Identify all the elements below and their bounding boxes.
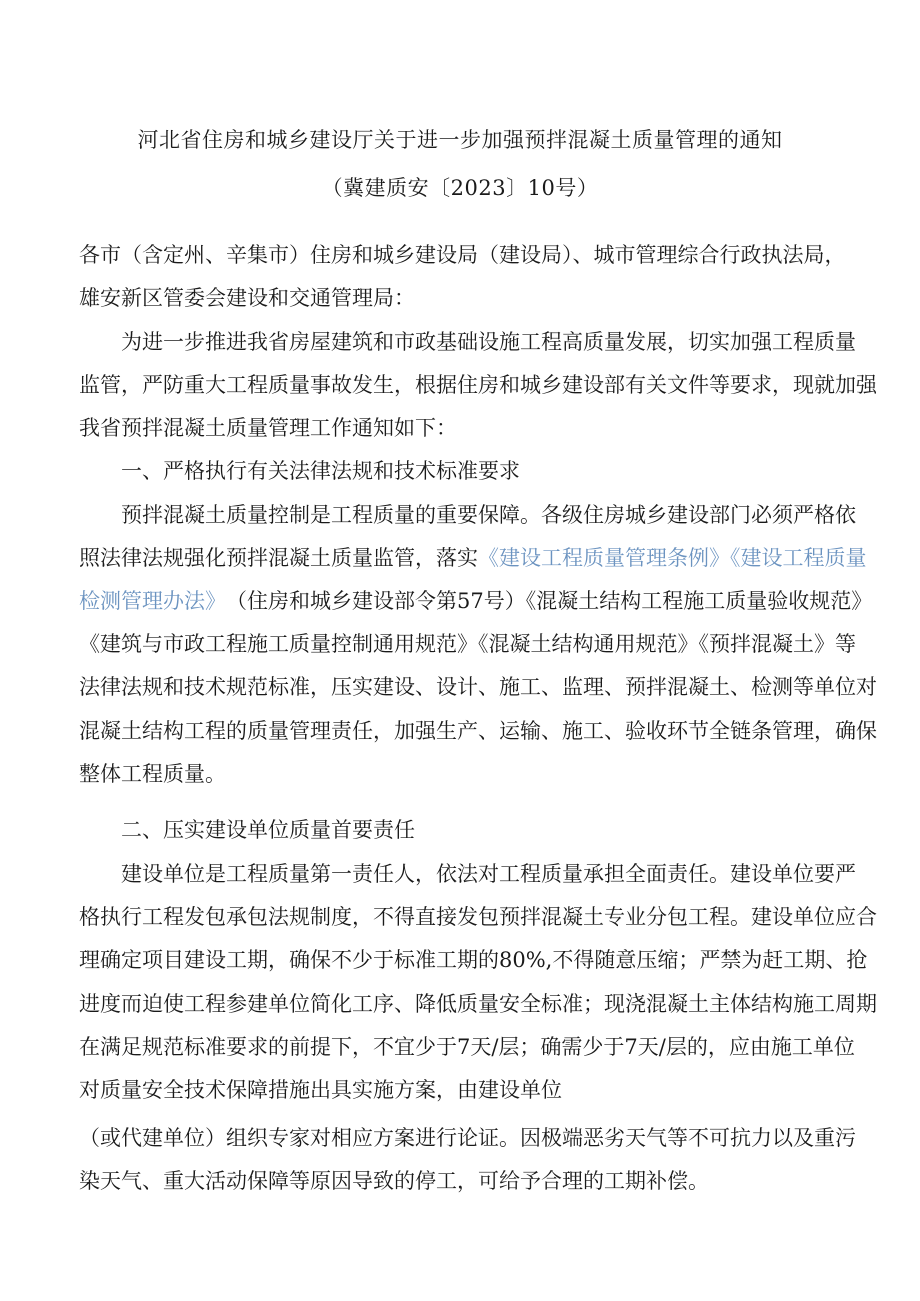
section-1-line-4: 《建筑与市政工程施工质量控制通用规范》《混凝土结构通用规范》《预拌混凝土》等 [79,632,856,656]
section-1-line-2-text: 照法律法规强化预拌混凝土质量监管，落实 [79,546,478,570]
section-1-line-7: 整体工程质量。 [79,762,226,786]
section-1-line-6: 混凝土结构工程的质量管理责任，加强生产、运输、施工、验收环节全链条管理，确保 [79,719,877,743]
section-1-line-3 [79,586,873,616]
intro-line-3: 我省预拌混凝土质量管理工作通知如下： [79,416,457,440]
section-1-heading: 一、严格执行有关法律法规和技术标准要求 [121,459,520,483]
section-2-line-1: 建设单位是工程质量第一责任人，依法对工程质量承担全面责任。建设单位要严 [121,862,856,886]
regulation-link-testing-management[interactable]: 检测管理办法》 [79,589,226,613]
section-2-line-5: 在满足规范标准要求的前提下，不宜少于7天/层；确需少于7天/层的，应由施工单位 [79,1035,855,1059]
addressee-line-2: 雄安新区管委会建设和交通管理局： [79,286,415,310]
intro-line-2: 监管，严防重大工程质量事故发生，根据住房和城乡建设部有关文件等要求，现就加强 [79,373,877,397]
document-title: 河北省住房和城乡建设厅关于进一步加强预拌混凝土质量管理的通知 [137,128,783,152]
section-2-line-4: 进度而迫使工程参建单位简化工序、降低质量安全标准；现浇混凝土主体结构施工周期 [79,992,877,1016]
section-2-line-3: 理确定项目建设工期，确保不少于标准工期的80%,不得随意压缩；严禁为赶工期、抢 [79,948,868,972]
section-2-line-8: 染天气、重大活动保障等原因导致的停工，可给予合理的工期补偿。 [79,1169,709,1193]
section-1-line-1: 预拌混凝土质量控制是工程质量的重要保障。各级住房城乡建设部门必须严格依 [121,503,856,527]
addressee-line-1: 各市（含定州、辛集市）住房和城乡建设局（建设局）、城市管理综合行政执法局， [79,243,846,267]
regulation-link-quality-management[interactable]: 《建设工程质量管理条例》《建设工程质量 [478,546,867,570]
section-2-heading: 二、压实建设单位质量首要责任 [121,818,415,842]
section-1-line-5: 法律法规和技术规范标准，压实建设、设计、施工、监理、预拌混凝土、检测等单位对 [79,675,877,699]
section-2-line-6: 对质量安全技术保障措施出具实施方案，由建设单位 [79,1078,562,1102]
intro-line-1: 为进一步推进我省房屋建筑和市政基础设施工程高质量发展，切实加强工程质量 [121,330,856,354]
section-2-line-2: 格执行工程发包承包法规制度，不得直接发包预拌混凝土专业分包工程。建设单位应合 [79,905,877,929]
section-2-line-7: （或代建单位）组织专家对相应方案进行论证。因极端恶劣天气等不可抗力以及重污 [79,1126,856,1150]
document-number: （冀建质安〔2023〕10号） [321,176,599,200]
section-1-line-3-text: （住房和城乡建设部令第57号）《混凝土结构工程施工质量验收规范》 [226,589,873,613]
section-1-line-2 [79,543,867,573]
